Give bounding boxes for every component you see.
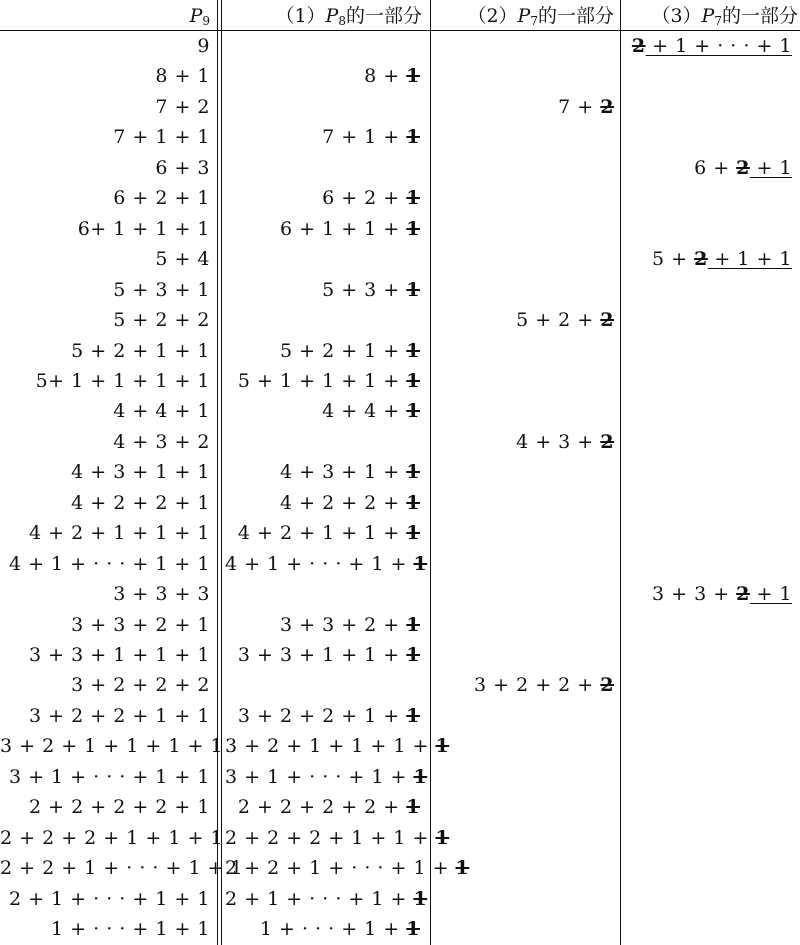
p8-part-cell-text: 2 + 2 + 2 + 1 + 1 + bbox=[225, 826, 436, 849]
p7-part-cell-3 bbox=[622, 823, 792, 853]
p9-cell bbox=[0, 366, 210, 396]
p8-part-cell bbox=[225, 92, 420, 122]
struck-term: 1 bbox=[406, 339, 420, 362]
p9-cell-text: 4 + 3 + 2 bbox=[113, 430, 210, 453]
struck-term: 1 bbox=[406, 796, 420, 819]
p8-part-cell bbox=[225, 731, 450, 761]
struck-term: 1 bbox=[406, 918, 420, 941]
p7-part-cell-2 bbox=[432, 61, 614, 91]
struck-term: 2 bbox=[631, 35, 646, 57]
p7-part-cell-3 bbox=[622, 701, 792, 731]
p7-part-cell-2 bbox=[432, 670, 614, 700]
p7-part-cell-2 bbox=[432, 762, 614, 792]
p9-cell-text: 2 + 1 + · · · + 1 + 1 bbox=[8, 887, 210, 910]
p9-cell-text: 3 + 3 + 2 + 1 bbox=[71, 613, 210, 636]
table-row bbox=[0, 153, 800, 183]
p8-part-cell-text: 2 + 1 + · · · + 1 + bbox=[225, 887, 414, 910]
p7-part-cell-2 bbox=[432, 792, 614, 822]
p8-part-cell bbox=[225, 914, 420, 944]
p9-cell-text: 5 + 2 + 2 bbox=[113, 309, 210, 332]
p8-part-cell bbox=[225, 396, 420, 426]
p7-part-cell-3 bbox=[622, 122, 792, 152]
p8-part-cell bbox=[225, 336, 420, 366]
p7-part-cell-2 bbox=[432, 153, 614, 183]
p9-cell bbox=[0, 914, 210, 944]
struck-term: 2 bbox=[694, 248, 708, 271]
p7-part-cell-3 bbox=[622, 153, 792, 183]
p9-cell-text: 2 + 2 + 1 + · · · + 1 + 1 bbox=[0, 857, 244, 880]
p9-cell bbox=[0, 427, 210, 457]
p8-part-cell bbox=[225, 792, 420, 822]
p8-part-cell-text: 6 + 2 + bbox=[322, 187, 407, 210]
p7-part-cell-2 bbox=[432, 823, 614, 853]
table-row bbox=[0, 275, 800, 305]
p7-part-cell-3 bbox=[622, 610, 792, 640]
p7-part-cell-2 bbox=[432, 701, 614, 731]
p9-cell-text: 4 + 4 + 1 bbox=[113, 400, 210, 423]
table-row bbox=[0, 183, 800, 213]
p9-cell bbox=[0, 670, 210, 700]
p8-part-cell-text: 4 + 4 + bbox=[322, 400, 407, 423]
p9-cell-text: 7 + 2 bbox=[155, 95, 210, 118]
p7-part-cell-2 bbox=[432, 92, 614, 122]
struck-term: 2 bbox=[600, 674, 614, 697]
struck-term: 1 bbox=[406, 217, 420, 240]
table-row bbox=[0, 396, 800, 426]
table-row bbox=[0, 701, 800, 731]
p9-cell-text: 3 + 2 + 2 + 1 + 1 bbox=[29, 704, 210, 727]
p8-part-cell bbox=[225, 457, 420, 487]
p9-cell bbox=[0, 762, 210, 792]
table-row bbox=[0, 610, 800, 640]
p8-part-cell-text: 7 + 1 + bbox=[322, 126, 407, 149]
p9-cell bbox=[0, 701, 210, 731]
p7-part-cell-3 bbox=[622, 275, 792, 305]
p9-cell bbox=[0, 61, 210, 91]
p7-part-cell-3 bbox=[622, 731, 792, 761]
p9-cell bbox=[0, 183, 210, 213]
p9-cell bbox=[0, 792, 210, 822]
p9-cell-text: 4 + 1 + · · · + 1 + 1 bbox=[8, 552, 210, 575]
struck-term: 2 bbox=[600, 430, 614, 453]
p8-part-cell-text: 5 + 2 + 1 + bbox=[280, 339, 407, 362]
p8-part-cell bbox=[225, 122, 420, 152]
struck-term: 1 bbox=[406, 126, 420, 149]
header-col2: $(2)P_7$的一部分 bbox=[467, 5, 614, 28]
p8-part-cell bbox=[225, 701, 420, 731]
p8-part-cell-text: 4 + 2 + 2 + bbox=[280, 491, 407, 514]
p8-part-cell bbox=[225, 183, 420, 213]
struck-term: 1 bbox=[406, 522, 420, 545]
p7-part-cell-3 bbox=[622, 762, 792, 792]
table-row bbox=[0, 244, 800, 274]
struck-term: 1 bbox=[435, 826, 450, 849]
p7-part-cell-3 bbox=[622, 488, 792, 518]
p9-cell-text: 6 + 2 + 1 bbox=[113, 187, 210, 210]
p7-part-cell-3 bbox=[622, 183, 792, 213]
p8-part-cell bbox=[225, 853, 470, 883]
p7-part-cell-2 bbox=[432, 610, 614, 640]
p7-part-cell-2 bbox=[432, 31, 614, 61]
p8-part-cell bbox=[225, 823, 450, 853]
table-row bbox=[0, 579, 800, 609]
struck-term: 1 bbox=[406, 369, 420, 392]
p9-cell bbox=[0, 488, 210, 518]
table-row bbox=[0, 122, 800, 152]
p8-part-cell bbox=[225, 670, 420, 700]
table-row bbox=[0, 305, 800, 335]
p8-part-cell-text: 4 + 2 + 1 + 1 + bbox=[237, 522, 407, 545]
underlined-terms: + 1 + 1 bbox=[707, 248, 792, 271]
p9-cell-text: 2 + 2 + 2 + 1 + 1 + 1 bbox=[0, 826, 224, 849]
p9-cell bbox=[0, 214, 210, 244]
table-row bbox=[0, 214, 800, 244]
p7-part-cell-2 bbox=[432, 244, 614, 274]
p7-part-cell-2 bbox=[432, 518, 614, 548]
p7-part-cell-3 bbox=[622, 336, 792, 366]
table-row bbox=[0, 518, 800, 548]
p7-part-cell-2 bbox=[432, 579, 614, 609]
p9-cell bbox=[0, 884, 210, 914]
p8-part-cell bbox=[225, 488, 420, 518]
table-row bbox=[0, 457, 800, 487]
p7-part-cell-2 bbox=[432, 488, 614, 518]
p7-part-cell-2 bbox=[432, 549, 614, 579]
p9-cell-text: 4 + 2 + 2 + 1 bbox=[71, 491, 210, 514]
p7-part-cell-3 bbox=[622, 61, 792, 91]
p8-part-cell-text: 2 + 2 + 2 + 2 + bbox=[237, 796, 407, 819]
p7-part-cell-2-text: 4 + 3 + bbox=[516, 430, 601, 453]
p8-part-cell bbox=[225, 518, 420, 548]
p9-cell-text: 5+ 1 + 1 + 1 + 1 bbox=[35, 369, 210, 392]
p7-part-cell-3 bbox=[622, 214, 792, 244]
struck-term: 1 bbox=[406, 461, 420, 484]
p8-part-cell bbox=[225, 275, 420, 305]
table-row bbox=[0, 731, 800, 761]
p7-part-cell-3 bbox=[622, 366, 792, 396]
p7-part-cell-2 bbox=[432, 884, 614, 914]
p8-part-cell-text: 2 + 2 + 1 + · · · + 1 + bbox=[225, 857, 456, 880]
struck-term: 1 bbox=[413, 765, 428, 788]
p7-part-cell-2 bbox=[432, 853, 614, 883]
table-row bbox=[0, 336, 800, 366]
p9-cell-text: 8 + 1 bbox=[155, 65, 210, 88]
header-col1: $(1)P_8$的一部分 bbox=[275, 5, 422, 28]
struck-term: 1 bbox=[406, 65, 420, 88]
p8-part-cell-text: 1 + · · · + 1 + bbox=[259, 918, 407, 941]
p8-part-cell-text: 3 + 1 + · · · + 1 + bbox=[225, 765, 414, 788]
p7-part-cell-3 bbox=[622, 457, 792, 487]
p8-part-cell bbox=[225, 884, 428, 914]
struck-term: 1 bbox=[406, 400, 420, 423]
p7-part-cell-3 bbox=[622, 427, 792, 457]
p9-cell bbox=[0, 853, 244, 883]
p9-cell bbox=[0, 457, 210, 487]
p9-cell bbox=[0, 336, 210, 366]
p7-part-cell-2-text: 7 + bbox=[558, 95, 601, 118]
struck-term: 1 bbox=[406, 491, 420, 514]
p8-part-cell bbox=[225, 549, 428, 579]
p7-part-cell-3 bbox=[622, 579, 792, 609]
struck-term: 1 bbox=[406, 644, 420, 666]
struck-term: 2 bbox=[736, 156, 750, 179]
p7-part-cell-3 bbox=[622, 914, 792, 944]
p7-part-cell-2 bbox=[432, 183, 614, 213]
p7-part-cell-2-text: 5 + 2 + bbox=[516, 309, 601, 332]
p7-part-cell-2 bbox=[432, 214, 614, 244]
header-p9: $P_9$ bbox=[189, 5, 210, 28]
struck-term: 2 bbox=[600, 309, 614, 332]
p9-cell bbox=[0, 610, 210, 640]
p8-part-cell bbox=[225, 153, 420, 183]
p9-cell-text: 6+ 1 + 1 + 1 bbox=[77, 217, 210, 240]
struck-term: 2 bbox=[736, 583, 750, 606]
p7-part-cell-3 bbox=[622, 640, 792, 670]
p9-cell bbox=[0, 305, 210, 335]
p9-cell-text: 5 + 3 + 1 bbox=[113, 278, 210, 301]
p7-part-cell-3-text: 5 + bbox=[651, 248, 695, 271]
p7-part-cell-3 bbox=[622, 396, 792, 426]
table-row bbox=[0, 92, 800, 122]
p8-part-cell bbox=[225, 244, 420, 274]
p9-cell bbox=[0, 823, 224, 853]
p7-part-cell-2 bbox=[432, 457, 614, 487]
p8-part-cell bbox=[225, 610, 420, 640]
p8-part-cell-text: 3 + 3 + 1 + 1 + bbox=[237, 644, 407, 666]
p9-cell-text: 9 bbox=[197, 35, 210, 57]
p9-cell-text: 3 + 3 + 3 bbox=[113, 583, 210, 606]
table-row bbox=[0, 488, 800, 518]
p9-cell bbox=[0, 579, 210, 609]
struck-term: 1 bbox=[406, 187, 420, 210]
table-row bbox=[0, 640, 800, 670]
p9-cell bbox=[0, 153, 210, 183]
p9-cell-text: 7 + 1 + 1 bbox=[113, 126, 210, 149]
struck-term: 2 bbox=[600, 95, 614, 118]
table-row bbox=[0, 366, 800, 396]
p9-cell-text: 3 + 2 + 2 + 2 bbox=[71, 674, 210, 697]
p8-part-cell bbox=[225, 762, 428, 792]
table-row bbox=[0, 884, 800, 914]
p9-cell-text: 5 + 2 + 1 + 1 bbox=[71, 339, 210, 362]
p8-part-cell bbox=[225, 366, 420, 396]
p7-part-cell-2-text: 3 + 2 + 2 + bbox=[474, 674, 601, 697]
p9-cell bbox=[0, 275, 210, 305]
struck-term: 1 bbox=[435, 735, 450, 758]
p8-part-cell bbox=[225, 579, 420, 609]
p8-part-cell-text: 3 + 2 + 1 + 1 + 1 + bbox=[225, 735, 436, 758]
p8-part-cell bbox=[225, 214, 420, 244]
p7-part-cell-2 bbox=[432, 396, 614, 426]
table-row bbox=[0, 914, 800, 944]
p9-cell-text: 6 + 3 bbox=[155, 156, 210, 179]
p9-cell-text: 3 + 1 + · · · + 1 + 1 bbox=[8, 765, 210, 788]
p7-part-cell-2 bbox=[432, 336, 614, 366]
table-row bbox=[0, 549, 800, 579]
struck-term: 1 bbox=[413, 552, 428, 575]
underlined-terms: + 1 + · · · + 1 bbox=[645, 35, 792, 57]
p7-part-cell-2 bbox=[432, 914, 614, 944]
struck-term: 1 bbox=[406, 704, 420, 727]
struck-term: 1 bbox=[406, 278, 420, 301]
p8-part-cell-text: 6 + 1 + 1 + bbox=[280, 217, 407, 240]
p9-cell-text: 2 + 2 + 2 + 2 + 1 bbox=[29, 796, 210, 819]
table-row bbox=[0, 823, 800, 853]
struck-term: 1 bbox=[413, 887, 428, 910]
p7-part-cell-2 bbox=[432, 122, 614, 152]
struck-term: 1 bbox=[406, 613, 420, 636]
table-row bbox=[0, 427, 800, 457]
table-row bbox=[0, 792, 800, 822]
p7-part-cell-2 bbox=[432, 731, 614, 761]
p7-part-cell-3 bbox=[622, 244, 792, 274]
p9-cell bbox=[0, 122, 210, 152]
p9-cell bbox=[0, 549, 210, 579]
p7-part-cell-3 bbox=[622, 792, 792, 822]
p7-part-cell-2 bbox=[432, 640, 614, 670]
p7-part-cell-3-text: 6 + bbox=[694, 156, 737, 179]
p7-part-cell-3 bbox=[622, 518, 792, 548]
p8-part-cell bbox=[225, 640, 420, 670]
table-row bbox=[0, 762, 800, 792]
p7-part-cell-3 bbox=[622, 549, 792, 579]
p7-part-cell-3-text: 3 + 3 + bbox=[651, 583, 737, 606]
p8-part-cell bbox=[225, 305, 420, 335]
p7-part-cell-2 bbox=[432, 366, 614, 396]
p9-cell-text: 3 + 3 + 1 + 1 + 1 bbox=[29, 644, 210, 666]
table-row bbox=[0, 670, 800, 700]
p7-part-cell-3 bbox=[622, 884, 792, 914]
struck-term: 1 bbox=[455, 857, 470, 880]
p8-part-cell-text: 5 + 1 + 1 + 1 + bbox=[237, 369, 407, 392]
underlined-terms: + 1 bbox=[749, 583, 792, 606]
p9-cell bbox=[0, 92, 210, 122]
p9-cell bbox=[0, 31, 210, 61]
p8-part-cell-text: 4 + 3 + 1 + bbox=[280, 461, 407, 484]
header-col3: $(3)P_7$的一部分 bbox=[651, 5, 798, 28]
p9-cell-text: 1 + · · · + 1 + 1 bbox=[51, 918, 210, 941]
p9-cell bbox=[0, 731, 224, 761]
p7-part-cell-3 bbox=[622, 853, 792, 883]
p9-cell-text: 5 + 4 bbox=[155, 248, 210, 271]
p7-part-cell-3 bbox=[622, 92, 792, 122]
table-row bbox=[0, 31, 800, 61]
p8-part-cell-text: 4 + 1 + · · · + 1 + bbox=[225, 552, 414, 575]
p8-part-cell-text: 8 + bbox=[364, 65, 407, 88]
p8-part-cell-text: 3 + 3 + 2 + bbox=[280, 613, 407, 636]
p7-part-cell-3 bbox=[622, 305, 792, 335]
p9-cell-text: 3 + 2 + 1 + 1 + 1 + 1 bbox=[0, 735, 224, 758]
p8-part-cell bbox=[225, 61, 420, 91]
p8-part-cell-text: 3 + 2 + 2 + 1 + bbox=[237, 704, 407, 727]
p7-part-cell-2 bbox=[432, 305, 614, 335]
p9-cell bbox=[0, 640, 210, 670]
p8-part-cell bbox=[225, 31, 420, 61]
p8-part-cell-text: 5 + 3 + bbox=[322, 278, 407, 301]
table-row bbox=[0, 61, 800, 91]
p7-part-cell-3 bbox=[622, 31, 792, 61]
p9-cell bbox=[0, 518, 210, 548]
p9-cell bbox=[0, 396, 210, 426]
p7-part-cell-2 bbox=[432, 427, 614, 457]
table-row bbox=[0, 853, 800, 883]
p9-cell bbox=[0, 244, 210, 274]
p9-cell-text: 4 + 3 + 1 + 1 bbox=[71, 461, 210, 484]
p7-part-cell-3 bbox=[622, 670, 792, 700]
p7-part-cell-2 bbox=[432, 275, 614, 305]
underlined-terms: + 1 bbox=[749, 156, 792, 179]
p8-part-cell bbox=[225, 427, 420, 457]
p9-cell-text: 4 + 2 + 1 + 1 + 1 bbox=[29, 522, 210, 545]
